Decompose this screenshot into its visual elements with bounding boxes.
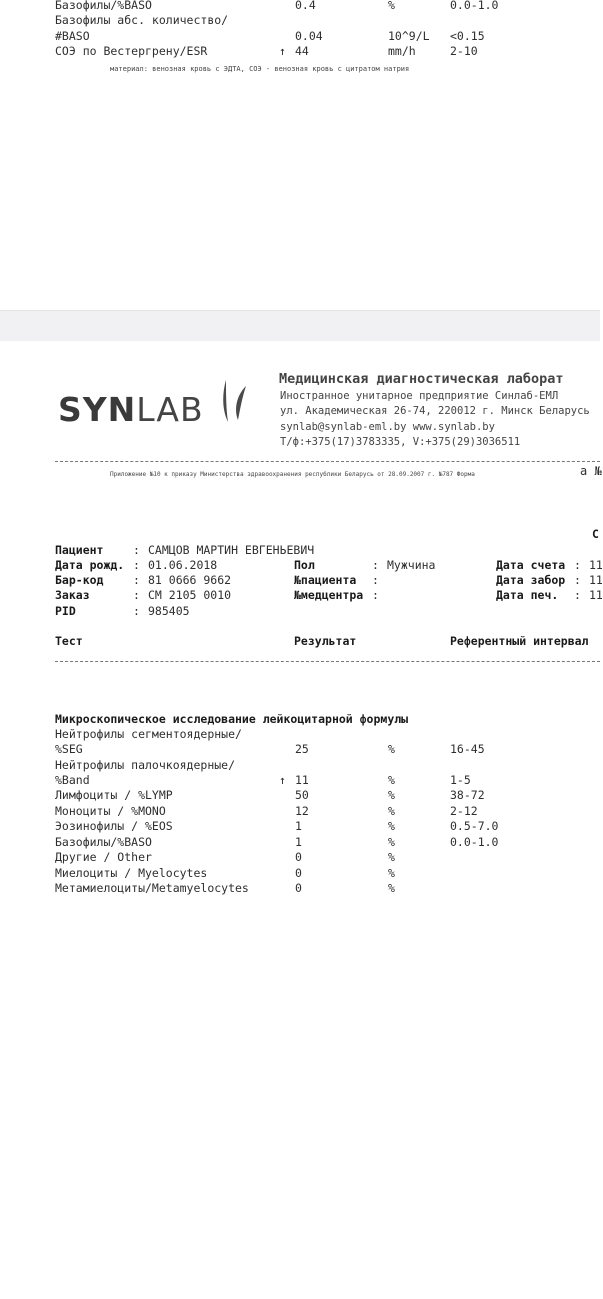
test-name: %Band (55, 773, 90, 787)
colon: : (133, 604, 140, 618)
print-date-label: Дата печ. (496, 588, 559, 602)
sex-label: Пол (294, 558, 315, 572)
divider (55, 461, 600, 462)
colon: : (133, 573, 140, 587)
collect-date-label: Дата забор (496, 573, 566, 587)
result-value: 1 (295, 835, 302, 849)
company-name: Иностранное унитарное предприятие Синлаб-ЕМЛ (280, 390, 559, 402)
dob-label: Дата рожд. (55, 558, 125, 572)
logo-text-bold: SYN (58, 390, 137, 429)
result-value: 50 (295, 788, 309, 802)
unit: 10^9/L (388, 29, 430, 43)
section-title: Микроскопическое исследование лейкоцитарной формулы (55, 712, 409, 726)
unit: % (388, 866, 395, 880)
sex-value: Мужчина (387, 558, 436, 572)
test-name: %SEG (55, 742, 83, 756)
test-name: Базофилы/%BASO (55, 835, 152, 849)
test-name: Другие / Other (55, 850, 152, 864)
unit: % (388, 773, 395, 787)
unit: % (388, 850, 395, 864)
test-name: Метамиелоциты/Metamyelocytes (55, 881, 249, 895)
result-value: 25 (295, 742, 309, 756)
test-name: Нейтрофилы палочкоядерные/ (55, 758, 236, 772)
test-name: Лимфоциты / %LYMP (55, 788, 173, 802)
unit: % (388, 804, 395, 818)
barcode-value: 81 0666 9662 (148, 573, 232, 587)
result-value: 12 (295, 804, 309, 818)
reference-range: <0.15 (450, 29, 485, 43)
result-value: 44 (295, 44, 309, 58)
result-value: 0 (295, 866, 302, 880)
test-name: Моноциты / %MONO (55, 804, 166, 818)
col-test: Тест (55, 634, 83, 648)
logo-text-light: LAB (136, 390, 204, 429)
order-value: СМ 2105 0010 (148, 588, 232, 602)
invoice-date-value: 11 (589, 558, 603, 572)
unit: % (388, 819, 395, 833)
reference-range: 2-10 (450, 44, 478, 58)
company-address: ул. Академическая 26-74, 220012 г. Минск Беларусь (280, 405, 590, 417)
corner-char: С (592, 527, 599, 541)
print-date-value: 11 (589, 588, 603, 602)
test-name: Миелоциты / Myelocytes (55, 866, 208, 880)
reference-range: 0.5-7.0 (450, 819, 499, 833)
logo-wing-icon (216, 376, 252, 428)
col-result: Результат (294, 634, 357, 648)
test-name: Эозинофилы / %EOS (55, 819, 173, 833)
company-contacts: synlab@synlab-eml.by www.synlab.by (280, 421, 495, 433)
colon: : (372, 573, 379, 587)
result-value: 0 (295, 881, 302, 895)
unit: % (388, 742, 395, 756)
reference-range: 1-5 (450, 773, 471, 787)
reference-range: 38-72 (450, 788, 485, 802)
order-label: Заказ (55, 588, 90, 602)
order-note: Приложение №10 к приказу Министерства здравоохранения республики Беларусь от 28.09.2007 г. №787 Форма (110, 471, 475, 478)
dob-value: 01.06.2018 (148, 558, 218, 572)
report-page-2 (0, 341, 603, 1299)
invoice-date-label: Дата счета (496, 558, 566, 572)
unit: % (388, 835, 395, 849)
test-name: #BASO (55, 29, 90, 43)
reference-range: 0.0-1.0 (450, 835, 499, 849)
reference-range: 2-12 (450, 804, 478, 818)
barcode-label: Бар-код (55, 573, 104, 587)
material-note: материал: венозная кровь с ЭДТА, СОЭ - венозная кровь с цитратом натрия (110, 65, 410, 73)
result-value: 0.4 (295, 0, 316, 12)
test-name: Базофилы абс. количество/ (55, 13, 229, 27)
colon: : (133, 588, 140, 602)
collect-date-value: 11 (589, 573, 603, 587)
result-value: 0 (295, 850, 302, 864)
page-separator (0, 310, 600, 342)
result-value: 1 (295, 819, 302, 833)
colon: : (133, 543, 140, 557)
flag: ↑ (279, 773, 286, 787)
lab-title: Медицинская диагностическая лаборат (279, 371, 564, 387)
patient-name: САМЦОВ МАРТИН ЕВГЕНЬЕВИЧ (148, 543, 315, 557)
colon: : (372, 588, 379, 602)
unit: % (388, 0, 395, 12)
flag: ↑ (279, 44, 286, 58)
form-suffix: а № (580, 464, 602, 478)
divider (55, 661, 600, 662)
result-value: 11 (295, 773, 309, 787)
pid-value: 985405 (148, 604, 190, 618)
reference-range: 16-45 (450, 742, 485, 756)
patient-label: Пациент (55, 543, 104, 557)
synlab-logo (58, 390, 204, 429)
colon: : (133, 558, 140, 572)
reference-range: 0.0-1.0 (450, 0, 499, 12)
result-value: 0.04 (295, 29, 323, 43)
test-name: Базофилы/%BASO (55, 0, 152, 12)
patient-number-label: №пациента (294, 573, 357, 587)
colon: : (372, 558, 379, 572)
company-phones: Т/ф:+375(17)3783335, V:+375(29)3036511 (280, 436, 521, 448)
col-reference: Референтный интервал (450, 634, 589, 648)
test-name: Нейтрофилы сегментоядерные/ (55, 727, 242, 741)
center-number-label: №медцентра (294, 588, 364, 602)
pid-label: PID (55, 604, 76, 618)
report-page-1 (0, 0, 600, 310)
test-name: СОЭ по Вестергрену/ESR (55, 44, 208, 58)
unit: % (388, 788, 395, 802)
colon: : (574, 573, 581, 587)
colon: : (574, 588, 581, 602)
unit: % (388, 881, 395, 895)
unit: mm/h (388, 44, 416, 58)
colon: : (574, 558, 581, 572)
